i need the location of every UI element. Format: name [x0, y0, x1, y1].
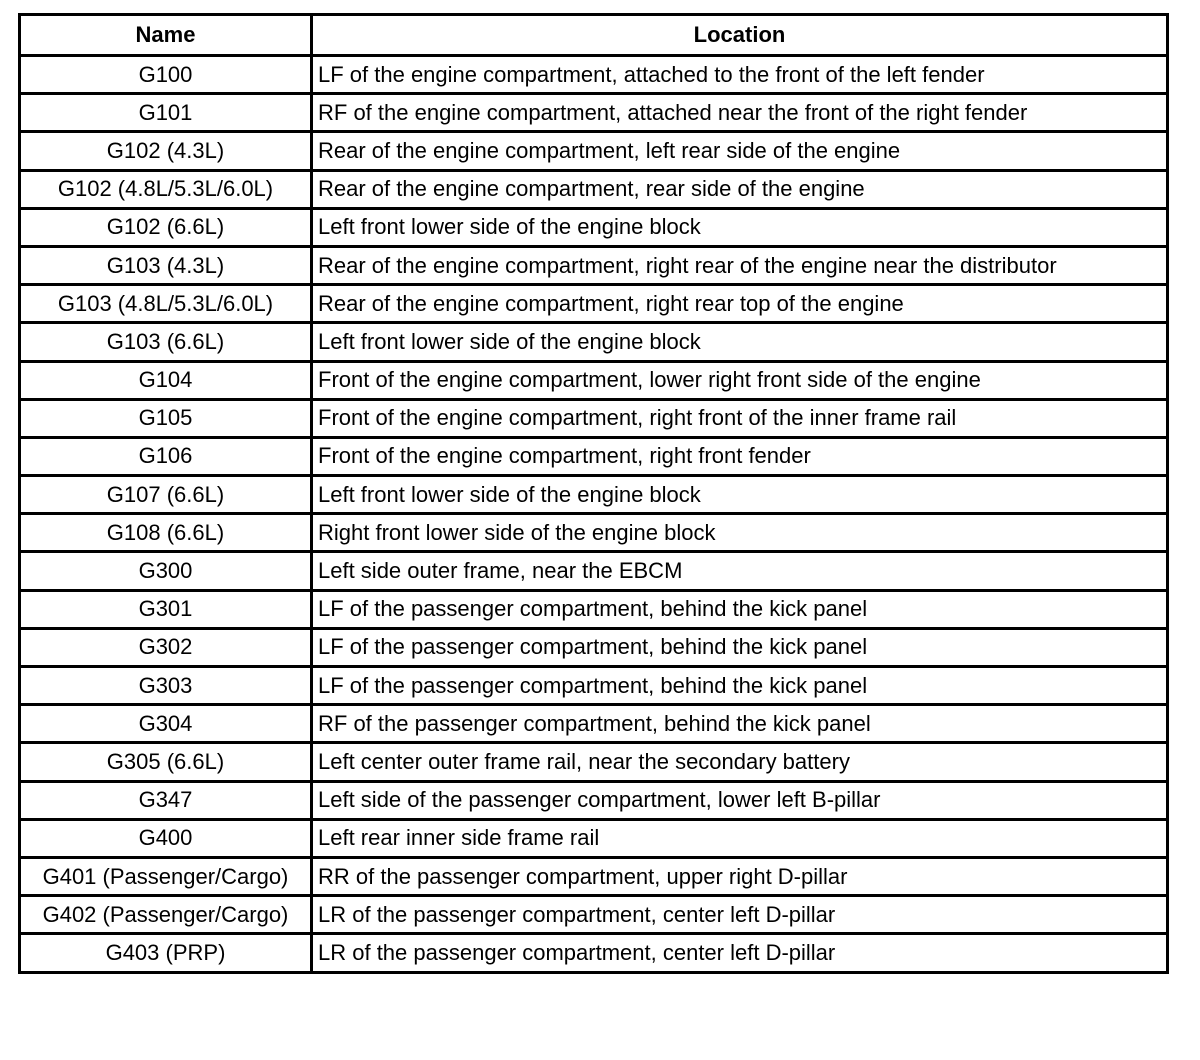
- table-row: [21, 477, 1169, 515]
- ground-location-cell: Left rear inner side frame rail: [313, 821, 1169, 859]
- ground-locations-table: [18, 13, 1169, 974]
- ground-location-cell: RF of the passenger compartment, behind the kick panel: [313, 706, 1169, 744]
- table-row: [21, 668, 1169, 706]
- ground-name-cell: G103 (4.3L): [21, 248, 313, 286]
- ground-location-cell: Right front lower side of the engine block: [313, 515, 1169, 553]
- ground-location-cell: RR of the passenger compartment, upper right D-pillar: [313, 859, 1169, 897]
- table-row: [21, 515, 1169, 553]
- table-row: [21, 935, 1169, 973]
- ground-name-cell: G400: [21, 821, 313, 859]
- ground-name-cell: G105: [21, 401, 313, 439]
- ground-locations-table-container: [18, 13, 1166, 974]
- table-row: [21, 57, 1169, 95]
- ground-name-cell: G106: [21, 439, 313, 477]
- table-row: [21, 95, 1169, 133]
- ground-name-cell: G104: [21, 363, 313, 401]
- ground-location-cell: LF of the engine compartment, attached to the front of the left fender: [313, 57, 1169, 95]
- table-row: [21, 248, 1169, 286]
- ground-name-cell: G304: [21, 706, 313, 744]
- ground-name-cell: G402 (Passenger/Cargo): [21, 897, 313, 935]
- ground-name-cell: G301: [21, 592, 313, 630]
- ground-location-cell: Left side of the passenger compartment, lower left B-pillar: [313, 783, 1169, 821]
- ground-location-cell: LF of the passenger compartment, behind the kick panel: [313, 592, 1169, 630]
- location-column-header: Location: [313, 16, 1169, 57]
- table-row: [21, 744, 1169, 782]
- ground-name-cell: G102 (6.6L): [21, 210, 313, 248]
- ground-name-cell: G102 (4.3L): [21, 133, 313, 171]
- ground-name-cell: G302: [21, 630, 313, 668]
- table-row: [21, 553, 1169, 591]
- ground-name-cell: G108 (6.6L): [21, 515, 313, 553]
- table-row: [21, 172, 1169, 210]
- ground-location-cell: RF of the engine compartment, attached near the front of the right fender: [313, 95, 1169, 133]
- ground-location-cell: LR of the passenger compartment, center left D-pillar: [313, 935, 1169, 973]
- ground-name-cell: G100: [21, 57, 313, 95]
- ground-name-cell: G101: [21, 95, 313, 133]
- ground-name-cell: G401 (Passenger/Cargo): [21, 859, 313, 897]
- table-body: [21, 57, 1169, 974]
- table-row: [21, 324, 1169, 362]
- ground-location-cell: Left side outer frame, near the EBCM: [313, 553, 1169, 591]
- table-row: [21, 286, 1169, 324]
- ground-location-cell: Left front lower side of the engine block: [313, 477, 1169, 515]
- ground-location-cell: Left front lower side of the engine block: [313, 210, 1169, 248]
- ground-location-cell: Rear of the engine compartment, right rear top of the engine: [313, 286, 1169, 324]
- ground-name-cell: G300: [21, 553, 313, 591]
- table-row: [21, 133, 1169, 171]
- ground-name-cell: G107 (6.6L): [21, 477, 313, 515]
- ground-name-cell: G103 (6.6L): [21, 324, 313, 362]
- ground-location-cell: LR of the passenger compartment, center left D-pillar: [313, 897, 1169, 935]
- ground-location-cell: Left center outer frame rail, near the secondary battery: [313, 744, 1169, 782]
- table-row: [21, 363, 1169, 401]
- table-row: [21, 897, 1169, 935]
- ground-location-cell: LF of the passenger compartment, behind the kick panel: [313, 630, 1169, 668]
- ground-name-cell: G103 (4.8L/5.3L/6.0L): [21, 286, 313, 324]
- table-row: [21, 439, 1169, 477]
- ground-location-cell: LF of the passenger compartment, behind the kick panel: [313, 668, 1169, 706]
- ground-location-cell: Front of the engine compartment, lower right front side of the engine: [313, 363, 1169, 401]
- ground-name-cell: G403 (PRP): [21, 935, 313, 973]
- ground-location-cell: Front of the engine compartment, right front fender: [313, 439, 1169, 477]
- table-row: [21, 592, 1169, 630]
- ground-location-cell: Front of the engine compartment, right front of the inner frame rail: [313, 401, 1169, 439]
- table-row: [21, 706, 1169, 744]
- table-row: [21, 859, 1169, 897]
- name-column-header: Name: [21, 16, 313, 57]
- ground-name-cell: G305 (6.6L): [21, 744, 313, 782]
- ground-location-cell: Rear of the engine compartment, rear side of the engine: [313, 172, 1169, 210]
- ground-name-cell: G102 (4.8L/5.3L/6.0L): [21, 172, 313, 210]
- ground-location-cell: Rear of the engine compartment, left rear side of the engine: [313, 133, 1169, 171]
- ground-name-cell: G303: [21, 668, 313, 706]
- table-row: [21, 821, 1169, 859]
- ground-name-cell: G347: [21, 783, 313, 821]
- table-row: [21, 630, 1169, 668]
- table-header-row: [21, 16, 1169, 57]
- table-row: [21, 783, 1169, 821]
- ground-location-cell: Left front lower side of the engine block: [313, 324, 1169, 362]
- table-row: [21, 401, 1169, 439]
- table-row: [21, 210, 1169, 248]
- ground-location-cell: Rear of the engine compartment, right rear of the engine near the distributor: [313, 248, 1169, 286]
